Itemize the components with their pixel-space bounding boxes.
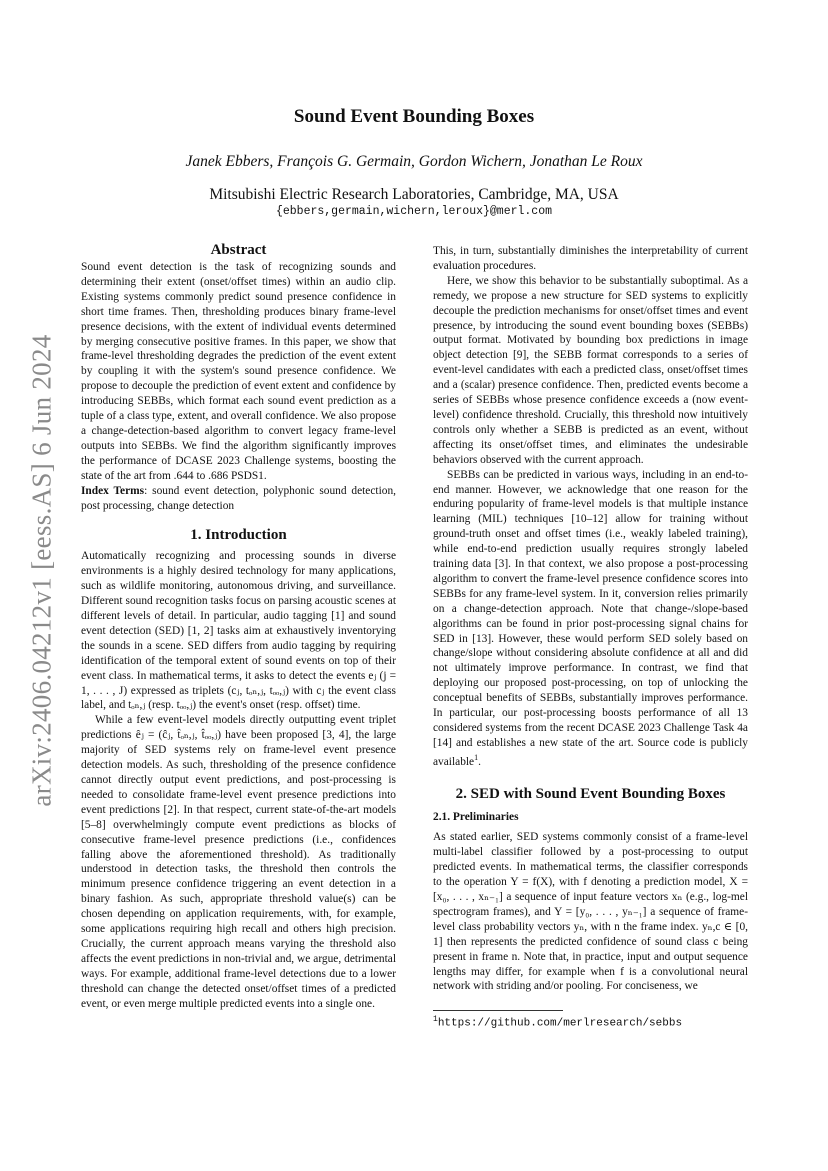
footnote-ref: 1 <box>474 752 479 762</box>
paper-authors: Janek Ebbers, François G. Germain, Gordon Wichern, Jonathan Le Roux <box>185 153 643 170</box>
subsection-2-1-heading: 2.1. Preliminaries <box>433 810 519 823</box>
footnote <box>433 1010 748 1030</box>
paper-email: {ebbers,germain,wichern,leroux}@merl.com <box>275 205 553 218</box>
intro-paragraph-1: Automatically recognizing and processing sounds in diverse environments is a highly desired technology for many applications, such as wildlife monitoring, autonomous driving, and surveillance. Different sound recognition tasks focus on parsing acoustic scenes at different levels of detail. In particular, audio tagging [1] and sound event detection (SED) [1, 2] tasks aim at exhaustively inventorying the sounds in a scene. SED differs from audio tagging by requiring identification of the temporal extent of sound events on top of their event class. In mathematical terms, it asks to detect the events eⱼ (j = 1, . . . , J) expressed as triplets (cⱼ, tₒₙ,ⱼ, tₒₒ,ⱼ) with cⱼ the event class label, and tₒₙ,ⱼ (resp. tₒₒ,ⱼ) the event's onset (resp. offset) time. <box>81 550 396 712</box>
right-paragraph-2: Here, we show this behavior to be substantially suboptimal. As a remedy, we propose a new structure for SED systems to explicitly decouple the prediction mechanisms for onset/offset times and event presence, by introducing the sound event bounding boxes (SEBBs) output format. Motivated by bounding box predictions in image object detection [9], the SEBB format corresponds to a series of event-level candidates with each a predicted class, onset/offset times and a (scalar) presence confidence. Then, predicted events become a series of SEBBs whose presence confidence exceeds a (now event-level) confidence threshold. Crucially, this threshold now intuitively controls only whether a SEBB is predicted as an event, without affecting its onset/offset times, and eliminates the undesirable behaviors observed with the current approach. <box>433 274 748 466</box>
right-paragraph-3: SEBBs can be predicted in various ways, including in an end-to-end manner. However, we acknowledge that one reason for the enduring popularity of frame-level models is that multiple instance learning (MIL) techniques [10–12] allow for training without ground-truth onset and offset times (i.e., weakly labeled training), while end-to-end prediction usually requires strongly labeled training data [3]. In that context, we also propose a post-processing algorithm to convert the frame-level presence confidence scores into SEBBs for any frame-level system. In it, conversion relies primarily on a change-detection approach. Note that change-/slope-based algorithms can be found in prior post-processing signal chains for SED in [13]. However, these would perform SED solely based on change/slope without considering absolute confidence at all and did not ultimately improve performance. In contrast, we find that deploying our proposed post-processing, on top of unlocking the conceptual benefits of SEBBs, substantially improves performance. In particular, our post-processing boosts performance of all 13 considered systems from the recent DCASE 2023 Challenge Task 4a [14] and establishes a new state of the art. Source code is publicly available$^1$. <box>433 468 748 768</box>
intro-paragraph-2: While a few event-level models directly outputting event triplet predictions êⱼ = (ĉⱼ, t̂ₒₙ,ⱼ, t̂ₒₒ,ⱼ) have been proposed [3, 4], the large majority of SED systems rely on frame-level event presence detection models. As such, thresholding of the presence confidence cannot directly output event predictions, and post-processing is needed to consolidate frame-level event presence predictions into event predictions [2]. In that respect, current state-of-the-art models [5–8] overwhelmingly compute event predictions as blocks of consecutive frame-level presence predictions (i.e., confidences falling above the aforementioned threshold). As traditionally understood in detection tasks, the threshold then controls the minimum presence confidence triggering an event detection in a binary fashion. As such, appropriate threshold value(s) can be chosen depending on application requirements, with, for example, some applications requiring high recall and others high precision. Crucially, the current approach means varying the threshold also affects the event predictions in non-trivial and, we argue, detrimental ways. For example, additional frame-level detections due to a lower threshold can change the detected onset/offset times of a predicted event, or even merge multiple predicted events into a single one. <box>81 714 396 1010</box>
preliminaries-paragraph: As stated earlier, SED systems commonly consist of a frame-level multi-label classifier followed by a post-processing to output predicted events. In mathematical terms, the classifier corresponds to the operation Y = f(X), with f denoting a prediction model, X = [x₀, . . . , xₙ₋₁] a sequence of input feature vectors xₙ (e.g., log-mel spectrogram frames), and Y = [y₀, . . . , yₙ₋₁] a sequence of frame-level class probability vectors yₙ, with n the frame index. yₙ,c ∈ [0, 1] then represents the predicted confidence of sound class c being present in frame n. Note that, in practice, input and output sequence lengths may differ, for example when f is a convolutional neural network with striding and/or pooling. For conciseness, we <box>433 831 748 993</box>
abstract-heading: Abstract <box>210 242 267 258</box>
index-terms-label: Index Terms <box>81 484 145 497</box>
right-paragraph-1: This, in turn, substantially diminishes the interpretability of current evaluation procedures. <box>433 245 748 272</box>
left-column <box>81 240 396 1012</box>
arxiv-stamp-text: arXiv:2406.04212v1 [eess.AS] 6 Jun 2024 <box>26 333 57 807</box>
right-column <box>433 244 748 994</box>
introduction-heading: 1. Introduction <box>190 527 287 544</box>
abstract-text: Sound event detection is the task of recognizing sounds and determining their extent (onset/offset times) within an audio clip. Existing systems commonly predict sound presence confidence in short time frames. Then, thresholding produces binary frame-level presence decisions, with the extent of individual events determined by merging consecutive positive frames. In this paper, we show that frame-level thresholding degrades the prediction of the event extent by coupling it with the system's sound presence confidence. We propose to decouple the prediction of event extent and confidence by introducing SEBBs, which format each sound event prediction as a tuple of a class type, extent, and overall confidence. We also propose a change-detection-based algorithm to convert legacy frame-level outputs into SEBBs. We find the algorithm significantly improves the performance of DCASE 2023 Challenge systems, boosting the state of the art from .644 to .686 PSDS1. <box>81 261 396 482</box>
footnote-url[interactable]: https://github.com/merlresearch/sebbs <box>437 1017 683 1030</box>
index-terms <box>81 484 396 514</box>
footnote-rule <box>433 1010 563 1011</box>
paper-title: Sound Event Bounding Boxes <box>293 106 535 127</box>
footnote-mark: 1 <box>433 1015 438 1024</box>
section2-heading: 2. SED with Sound Event Bounding Boxes <box>455 785 726 802</box>
arxiv-stamp <box>20 333 64 807</box>
paper-affiliation: Mitsubishi Electric Research Laboratories, Cambridge, MA, USA <box>209 186 619 203</box>
right-paragraph-3-text: SEBBs can be predicted in various ways, including in an end-to-end manner. However, we acknowledge that one reason for the enduring popularity of frame-level models is that multiple instance learning (MIL) techniques [10–12] allow for training without ground-truth onset and offset times (i.e., weakly labeled training), while end-to-end prediction usually requires strongly labeled training data [3]. In that context, we also propose a post-processing algorithm to convert the frame-level presence confidence scores into SEBBs for any frame-level system. In it, conversion relies primarily on a change-detection approach. Note that change-/slope-based algorithms can be found in prior post-processing signal chains for SED in [13]. However, these would perform SED solely based on change/slope without considering absolute confidence at all and did not ultimately improve performance. In contrast, we find that deploying our proposed post-processing, on top of unlocking the conceptual benefits of SEBBs, substantially improves performance. In particular, our post-processing boosts performance of all 13 considered systems from the recent DCASE 2023 Challenge Task 4a [14] and establishes a new state of the art. Source code is publicly available <box>433 468 748 768</box>
index-terms-text: : sound event detection, polyphonic sound detection, post processing, change detection <box>81 484 396 512</box>
